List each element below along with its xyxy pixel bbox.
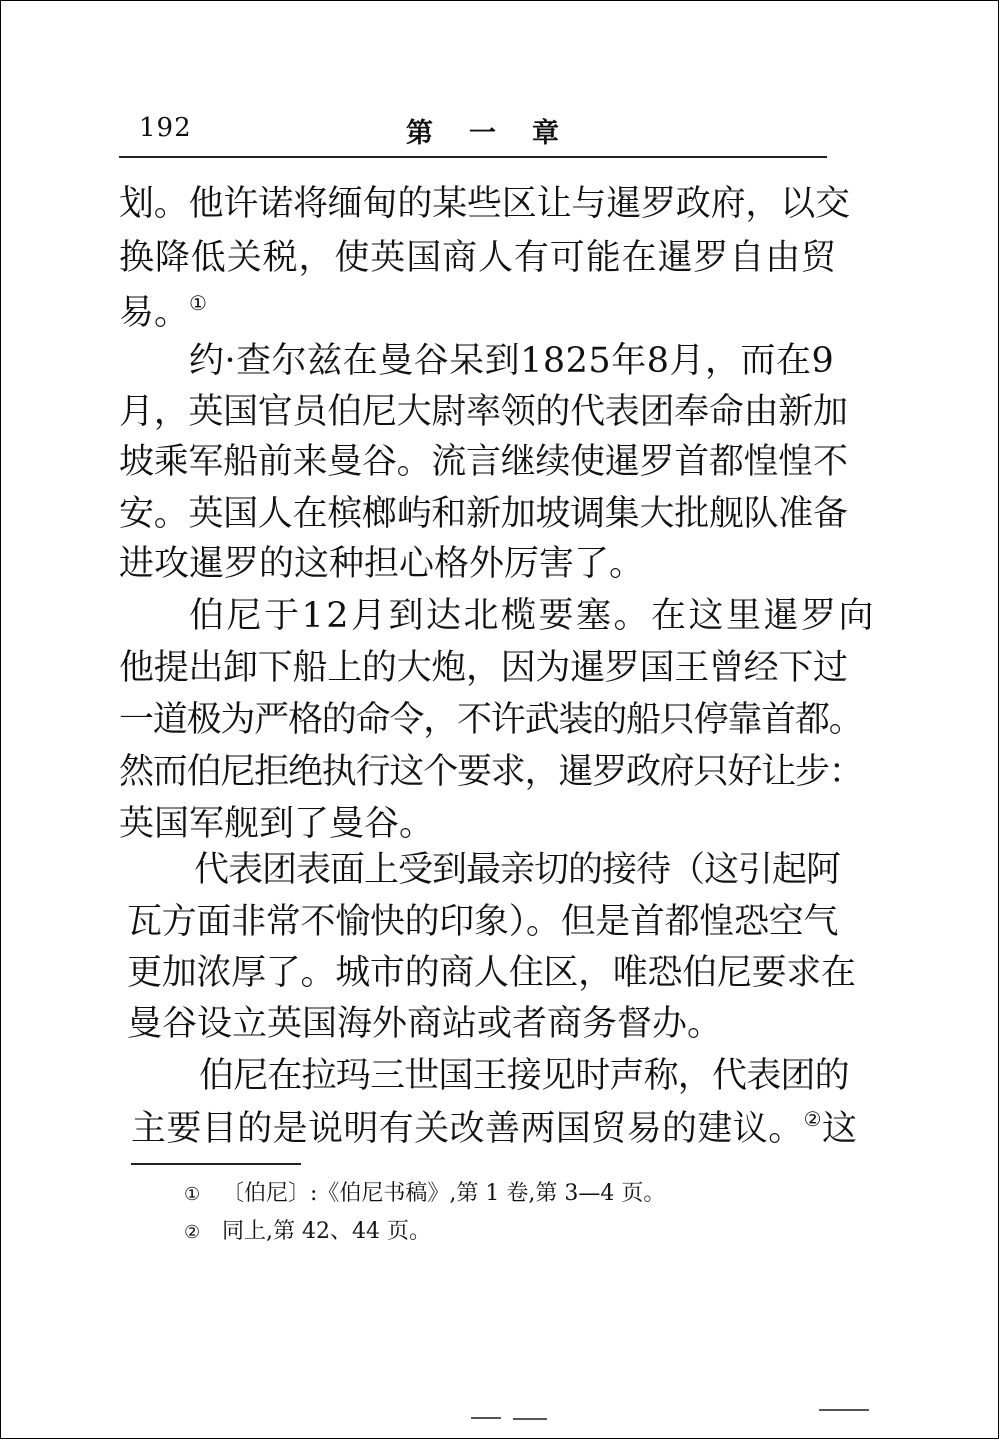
text-line: 进攻暹罗的这种担心格外厉害了。 [119,544,645,584]
footnote [184,1183,665,1205]
text-line: 易。① [119,291,207,333]
scan-artifact [471,1417,501,1419]
text-line: 换降低关税，使英国商人有可能在暹罗自由贸 [119,238,838,278]
text-line: 安。英国人在槟榔屿和新加坡调集大批舰队准备 [119,494,848,534]
text-line: 代表团表面上受到最亲切的接待（这引起阿 [194,850,841,890]
text-line: 更加浓厚了。城市的商人住区，唯恐伯尼要求在 [127,953,856,993]
text-line: 主要目的是说明有关改善两国贸易的建议。②这 [131,1107,858,1149]
footnote-text: 〔伯尼〕:《伯尼书稿》,第 1 卷,第 3—4 页。 [222,1181,666,1206]
text-line: 一道极为严格的命令，不许武装的船只停靠首都。 [119,700,863,740]
text-line: 瓦方面非常不愉快的印象）。但是首都惶恐空气 [127,902,839,942]
text-line: 约·查尔兹在曼谷呆到1825年8月，而在9 [189,341,835,381]
text-line: 月，英国官员伯尼大尉率领的代表团奉命由新加 [119,392,848,432]
footnote-rule [131,1163,301,1165]
text-line: 伯尼于12月到达北榄要塞。在这里暹罗向 [189,596,877,636]
text-line: 坡乘军船前来曼谷。流言继续使暹罗首都惶惶不 [119,442,848,482]
footnote-marker: ① [189,291,207,315]
text-line: 他提出卸下船上的大炮，因为暹罗国王曾经下过 [119,648,848,688]
header-rule [119,156,827,158]
footnote-text: 同上,第 42、44 页。 [222,1219,431,1244]
text-line: 伯尼在拉玛三世国王接见时声称，代表团的 [199,1056,849,1096]
chapter-title: 第一章 [406,118,595,149]
footnote-marker: ② [803,1107,822,1131]
footnote-number: ② [184,1222,201,1243]
scan-artifact [819,1409,869,1411]
text-line: 然而伯尼拒绝执行这个要求，暹罗政府只好让步： [119,752,863,792]
text-line: 曼谷设立英国海外商站或者商务督办。 [127,1004,723,1044]
text-line: 划。他许诺将缅甸的某些区让与暹罗政府，以交 [119,184,850,224]
text-line: 英国军舰到了曼谷。 [119,804,435,844]
scan-artifact [513,1418,547,1420]
page-number: 192 [139,113,192,143]
footnote [184,1221,431,1243]
footnote-number: ① [184,1184,201,1205]
